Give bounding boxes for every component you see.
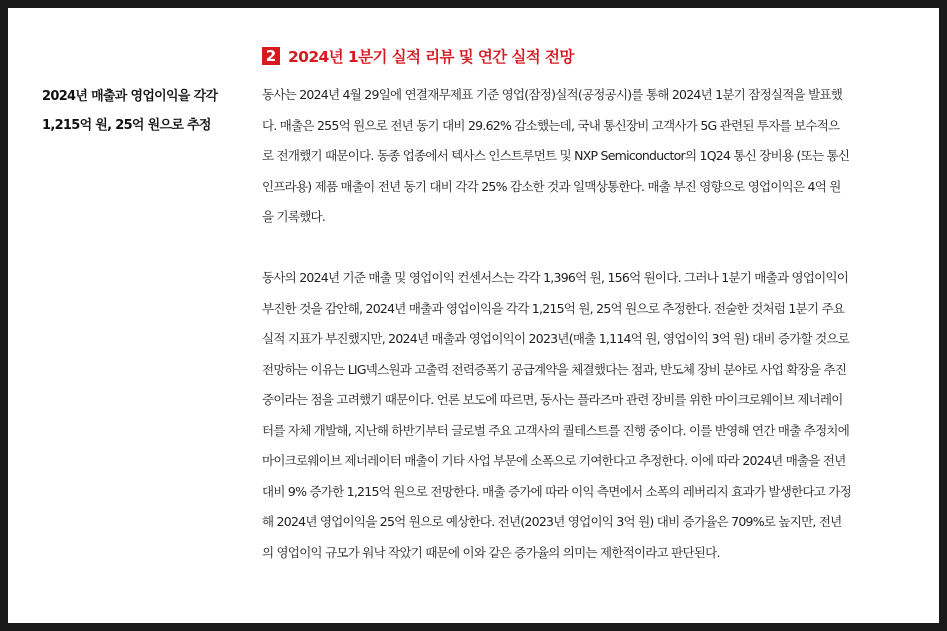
text-line: 의 영업이익 규모가 워낙 작았기 때문에 이와 같은 증가율의 의미는 제한적이라고 판단된다. [262,544,720,560]
text-line: 해 2024년 영업이익을 25억 원으로 예상한다. 전년(2023년 영업이익 3억 원) 대비 증가율은 709%로 높지만, 전년 [262,514,842,529]
text-line: 로 전개했기 때문이다. 동종 업종에서 텍사스 인스트루먼트 및 NXP Semiconductor의 1Q24 통신 장비용 (또는 통신 [262,148,850,163]
summary-line: 1,215억 원, 25억 원으로 추정 [42,118,211,133]
text-line: 실적 지표가 부진했지만, 2024년 매출과 영업이익이 2023년(매출 1,114억 원, 영업이익 3억 원) 대비 증가할 것으로 [262,331,850,346]
text-line: 대비 9% 증가한 1,215억 원으로 전망한다. 매출 증가에 따라 이익 측면에서 소폭의 레버리지 효과가 발생한다고 가정 [262,483,851,499]
text-line: 터를 자체 개발해, 지난해 하반기부터 글로벌 주요 고객사의 퀄테스트를 진행 중이다. 이를 반영해 연간 매출 추정치에 [262,422,850,438]
text-line: 동사는 2024년 4월 29일에 연결재무제표 기준 영업(잠정)실적(공정공시)를 통해 2024년 1분기 잠정실적을 발표했 [262,87,843,102]
text-line: 전망하는 이유는 LIG넥스원과 고출력 전력증폭기 공급계약을 체결했다는 점과, 반도체 장비 분야로 사업 확장을 추진 [262,361,847,377]
summary-line: 2024년 매출과 영업이익을 각각 [42,89,218,104]
text-line: 동사의 2024년 기준 매출 및 영업이익 컨센서스는 각각 1,396억 원, 156억 원이다. 그러나 1분기 매출과 영업이익이 [262,270,849,285]
text-line: 부진한 것을 감안해, 2024년 매출과 영업이익을 각각 1,215억 원, 25억 원으로 추정한다. 전술한 것처럼 1분기 주요 [262,300,845,316]
text-line: 마이크로웨이브 제너레이터 매출이 기타 사업 부문에 소폭으로 기여한다고 추정한다. 이에 따라 2024년 매출을 전년 [262,453,846,468]
text-line: 을 기록했다. [262,209,326,224]
paragraph-gap [262,233,904,264]
text-line: 인프라용) 제품 매출이 전년 동기 대비 각각 25% 감소한 것과 일맥상통한다. 매출 부진 영향으로 영업이익은 4억 원 [262,178,841,194]
summary-sidebar [42,82,242,140]
body-text [262,80,904,568]
paragraph-2 [262,263,904,568]
text-line: 다. 매출은 255억 원으로 전년 동기 대비 29.62% 감소했는데, 국내 통신장비 고객사가 5G 관련된 투자를 보수적으 [262,117,840,133]
section-number-badge: 2 [262,47,280,65]
section-title: 2024년 1분기 실적 리뷰 및 연간 실적 전망 [288,48,574,66]
paragraph-1 [262,80,904,233]
section-heading [262,44,574,68]
text-line: 중이라는 점을 고려했기 때문이다. 언론 보도에 따르면, 동사는 플라즈마 관련 장비를 위한 마이크로웨이브 제너레이 [262,392,843,407]
report-page [8,8,939,623]
